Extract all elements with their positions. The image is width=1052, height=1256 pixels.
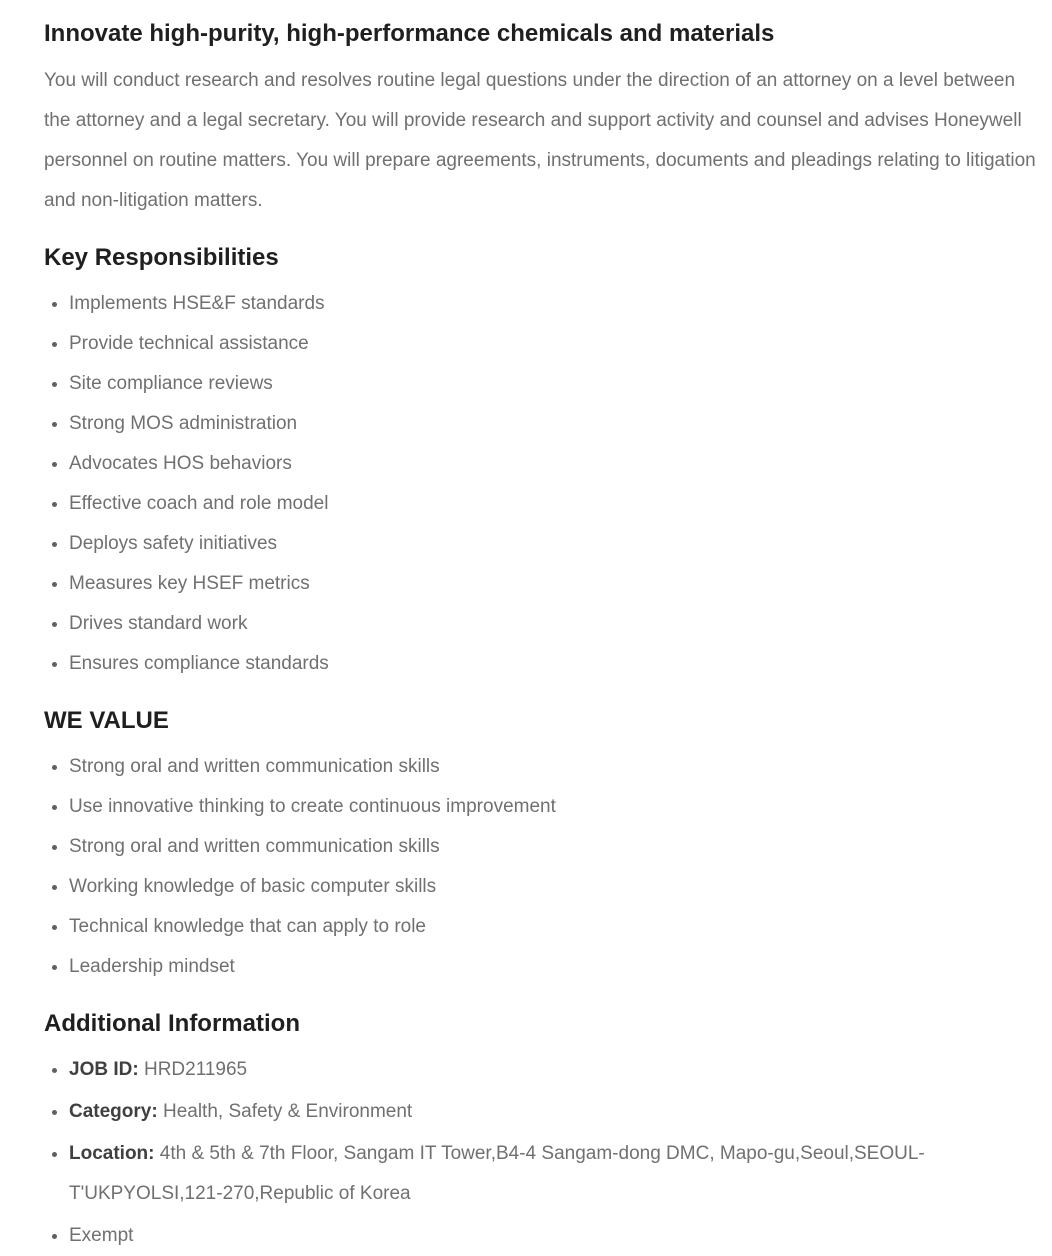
- location-item: [44, 1134, 1040, 1214]
- list-item: Working knowledge of basic computer skills: [44, 867, 1040, 907]
- key-responsibilities-heading: Key Responsibilities: [44, 244, 279, 271]
- category-value: Health, Safety & Environment: [162, 1101, 413, 1122]
- category-item: [44, 1092, 1040, 1132]
- additional-information-list: [44, 1050, 1040, 1256]
- list-item: Effective coach and role model: [44, 484, 1040, 524]
- list-item: Ensures compliance standards: [44, 644, 1040, 684]
- we-value-list: [44, 747, 1040, 987]
- list-item: Strong oral and written communication skills: [44, 747, 1040, 787]
- exempt-item: Exempt: [44, 1216, 1040, 1256]
- list-item: Strong MOS administration: [44, 404, 1040, 444]
- list-item: Leadership mindset: [44, 947, 1040, 987]
- key-responsibilities-list: [44, 284, 1040, 684]
- list-item: Measures key HSEF metrics: [44, 564, 1040, 604]
- job-summary: You will conduct research and resolves routine legal questions under the direction of an attorney on a level between the attorney and a legal secretary. You will provide research and support activity and counsel and advises Honeywell personnel on routine matters. You will prepare agreements, instruments, documents and pleadings relating to litigation and non-litigation matters.: [44, 70, 1036, 211]
- job-description: [44, 14, 1040, 1256]
- list-item: Advocates HOS behaviors: [44, 444, 1040, 484]
- list-item: Technical knowledge that can apply to role: [44, 907, 1040, 947]
- we-value-heading: WE VALUE: [44, 707, 169, 734]
- list-item: Strong oral and written communication skills: [44, 827, 1040, 867]
- location-value: 4th & 5th & 7th Floor, Sangam IT Tower,B4-4 Sangam-dong DMC, Mapo-gu,Seoul,SEOUL-T'UKPYOLSI,121-270,Republic of Korea: [69, 1143, 925, 1204]
- list-item: Use innovative thinking to create continuous improvement: [44, 787, 1040, 827]
- list-item: Site compliance reviews: [44, 364, 1040, 404]
- location-label: Location:: [69, 1143, 155, 1164]
- category-label: Category:: [69, 1101, 158, 1122]
- list-item: Deploys safety initiatives: [44, 524, 1040, 564]
- additional-information-heading: Additional Information: [44, 1010, 300, 1037]
- job-id-value: HRD211965: [143, 1059, 248, 1080]
- list-item: Provide technical assistance: [44, 324, 1040, 364]
- job-id-item: [44, 1050, 1040, 1090]
- page-title: Innovate high-purity, high-performance chemicals and materials: [44, 20, 775, 47]
- list-item: Implements HSE&F standards: [44, 284, 1040, 324]
- job-id-label: JOB ID:: [69, 1059, 139, 1080]
- list-item: Drives standard work: [44, 604, 1040, 644]
